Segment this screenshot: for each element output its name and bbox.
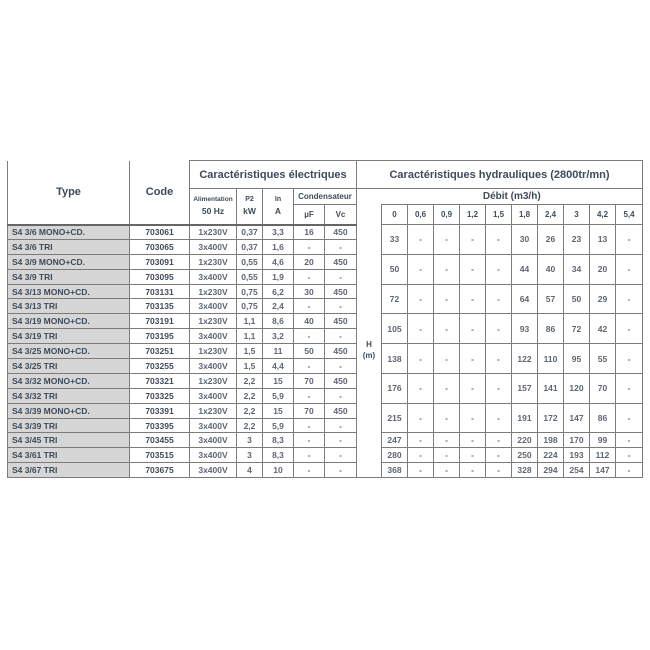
in-cell: 10 <box>263 463 294 478</box>
flow-cell: 30 <box>512 225 538 255</box>
in-cell: 4,4 <box>263 359 294 374</box>
table-row <box>8 373 643 388</box>
h-m-cell <box>357 225 382 478</box>
flow-cell: 26 <box>538 225 564 255</box>
flow-cell: 93 <box>512 314 538 344</box>
flow-cell: - <box>408 463 434 478</box>
vc-cell: - <box>325 269 357 284</box>
flow-cell: 86 <box>538 314 564 344</box>
type-cell: S4 3/19 MONO+CD. <box>8 314 130 329</box>
flow-cell: 368 <box>382 463 408 478</box>
type-cell: S4 3/6 TRI <box>8 239 130 254</box>
uf-cell: 70 <box>294 373 325 388</box>
in-cell: 5,9 <box>263 418 294 433</box>
flow-cell: - <box>486 344 512 374</box>
flow-cell: 99 <box>590 433 616 448</box>
vc-cell: - <box>325 239 357 254</box>
code-cell: 703061 <box>130 225 190 240</box>
p2-cell: 0,55 <box>237 254 263 269</box>
in-cell: 3,3 <box>263 225 294 240</box>
uf-cell: - <box>294 239 325 254</box>
code-cell: 703135 <box>130 299 190 314</box>
flow-cell: - <box>434 403 460 433</box>
alim-cell: 3x400V <box>190 299 237 314</box>
in-unit: A <box>274 206 282 217</box>
vc-cell: - <box>325 329 357 344</box>
flow-cell: - <box>616 314 643 344</box>
table-row <box>8 225 643 240</box>
p2-cell: 2,2 <box>237 403 263 418</box>
code-cell: 703395 <box>130 418 190 433</box>
flow-cell: - <box>408 254 434 284</box>
vc-cell: 450 <box>325 314 357 329</box>
header-row-1 <box>8 161 643 189</box>
p2-cell: 3 <box>237 448 263 463</box>
debit-header: Débit (m3/h) <box>382 189 643 205</box>
p2-cell: 0,37 <box>237 225 263 240</box>
flow-cell: 176 <box>382 373 408 403</box>
table-row <box>8 403 643 418</box>
h-column-spacer <box>357 189 382 225</box>
col-in-header <box>263 189 294 225</box>
flow-cell: - <box>408 225 434 255</box>
flow-cell: - <box>434 314 460 344</box>
p2-cell: 2,2 <box>237 388 263 403</box>
code-cell: 703675 <box>130 463 190 478</box>
flow-cell: 29 <box>590 284 616 314</box>
alim-cell: 1x230V <box>190 284 237 299</box>
type-cell: S4 3/9 MONO+CD. <box>8 254 130 269</box>
alim-cell: 3x400V <box>190 418 237 433</box>
p2-cell: 2,2 <box>237 418 263 433</box>
flow-cell: 64 <box>512 284 538 314</box>
uf-cell: - <box>294 329 325 344</box>
in-cell: 6,2 <box>263 284 294 299</box>
p2-unit: kW <box>243 206 256 217</box>
flow-tick: 0 <box>382 205 408 225</box>
flow-cell: - <box>408 373 434 403</box>
vc-cell: - <box>325 463 357 478</box>
type-cell: S4 3/45 TRI <box>8 433 130 448</box>
code-cell: 703455 <box>130 433 190 448</box>
code-cell: 703191 <box>130 314 190 329</box>
vc-cell: - <box>325 448 357 463</box>
type-cell: S4 3/25 MONO+CD. <box>8 344 130 359</box>
p2-cell: 1,1 <box>237 329 263 344</box>
code-cell: 703391 <box>130 403 190 418</box>
type-cell: S4 3/25 TRI <box>8 359 130 374</box>
alim-cell: 3x400V <box>190 463 237 478</box>
flow-cell: - <box>616 344 643 374</box>
uf-cell: - <box>294 433 325 448</box>
flow-cell: - <box>616 463 643 478</box>
table-row <box>8 448 643 463</box>
code-cell: 703321 <box>130 373 190 388</box>
vc-cell: - <box>325 388 357 403</box>
code-cell: 703515 <box>130 448 190 463</box>
flow-cell: 120 <box>564 373 590 403</box>
type-cell: S4 3/67 TRI <box>8 463 130 478</box>
in-cell: 2,4 <box>263 299 294 314</box>
p2-cell: 1,5 <box>237 344 263 359</box>
vc-cell: 450 <box>325 225 357 240</box>
uf-cell: - <box>294 269 325 284</box>
flow-cell: - <box>460 373 486 403</box>
flow-cell: - <box>486 463 512 478</box>
h-label: H <box>366 340 372 350</box>
flow-cell: 215 <box>382 403 408 433</box>
flow-cell: 147 <box>564 403 590 433</box>
alim-cell: 1x230V <box>190 314 237 329</box>
h-unit: (m) <box>362 350 376 360</box>
code-cell: 703131 <box>130 284 190 299</box>
flow-cell: 280 <box>382 448 408 463</box>
flow-cell: 172 <box>538 403 564 433</box>
flow-cell: 50 <box>382 254 408 284</box>
col-p2-header <box>237 189 263 225</box>
alim-cell: 3x400V <box>190 388 237 403</box>
flow-cell: 95 <box>564 344 590 374</box>
flow-cell: 44 <box>512 254 538 284</box>
type-cell: S4 3/9 TRI <box>8 269 130 284</box>
vc-cell: - <box>325 299 357 314</box>
flow-cell: - <box>460 254 486 284</box>
flow-cell: 112 <box>590 448 616 463</box>
alimentation-label: Alimentation <box>193 196 233 204</box>
type-cell: S4 3/13 MONO+CD. <box>8 284 130 299</box>
flow-tick: 4,2 <box>590 205 616 225</box>
flow-cell: 33 <box>382 225 408 255</box>
alim-cell: 3x400V <box>190 448 237 463</box>
table-row <box>8 463 643 478</box>
flow-cell: - <box>408 433 434 448</box>
flow-cell: 198 <box>538 433 564 448</box>
flow-cell: - <box>408 448 434 463</box>
uf-cell: - <box>294 388 325 403</box>
flow-tick: 1,2 <box>460 205 486 225</box>
flow-cell: - <box>616 254 643 284</box>
p2-label: P2 <box>245 196 254 204</box>
in-cell: 4,6 <box>263 254 294 269</box>
flow-cell: 20 <box>590 254 616 284</box>
alim-cell: 3x400V <box>190 239 237 254</box>
uf-header: µF <box>294 205 325 225</box>
col-alimentation-header <box>190 189 237 225</box>
flow-tick: 3 <box>564 205 590 225</box>
vc-cell: 450 <box>325 344 357 359</box>
alimentation-freq: 50 Hz <box>201 206 225 217</box>
flow-cell: 13 <box>590 225 616 255</box>
flow-tick: 1,8 <box>512 205 538 225</box>
uf-cell: 16 <box>294 225 325 240</box>
p2-cell: 0,37 <box>237 239 263 254</box>
p2-cell: 1,1 <box>237 314 263 329</box>
flow-cell: 250 <box>512 448 538 463</box>
type-cell: S4 3/61 TRI <box>8 448 130 463</box>
hydraulic-section-title: Caractéristiques hydrauliques (2800tr/mn) <box>357 161 643 189</box>
vc-cell: - <box>325 418 357 433</box>
in-cell: 8,3 <box>263 433 294 448</box>
flow-tick: 2,4 <box>538 205 564 225</box>
code-cell: 703255 <box>130 359 190 374</box>
table-row <box>8 314 643 329</box>
flow-cell: 191 <box>512 403 538 433</box>
alim-cell: 1x230V <box>190 225 237 240</box>
vc-cell: - <box>325 433 357 448</box>
flow-cell: 122 <box>512 344 538 374</box>
in-cell: 1,6 <box>263 239 294 254</box>
flow-cell: - <box>434 344 460 374</box>
flow-cell: - <box>408 314 434 344</box>
alim-cell: 3x400V <box>190 359 237 374</box>
flow-cell: - <box>434 433 460 448</box>
type-cell: S4 3/32 MONO+CD. <box>8 373 130 388</box>
flow-cell: - <box>486 254 512 284</box>
flow-cell: - <box>616 433 643 448</box>
flow-cell: 55 <box>590 344 616 374</box>
uf-cell: - <box>294 299 325 314</box>
p2-cell: 2,2 <box>237 373 263 388</box>
flow-cell: 220 <box>512 433 538 448</box>
pump-spec-table <box>7 160 643 478</box>
flow-cell: - <box>460 463 486 478</box>
flow-cell: - <box>486 403 512 433</box>
p2-cell: 0,75 <box>237 284 263 299</box>
alim-cell: 1x230V <box>190 373 237 388</box>
vc-header: Vc <box>325 205 357 225</box>
flow-tick: 5,4 <box>616 205 643 225</box>
flow-tick: 0,6 <box>408 205 434 225</box>
in-cell: 3,2 <box>263 329 294 344</box>
flow-cell: - <box>434 254 460 284</box>
uf-cell: - <box>294 448 325 463</box>
type-cell: S4 3/39 TRI <box>8 418 130 433</box>
flow-cell: 147 <box>590 463 616 478</box>
flow-cell: - <box>460 448 486 463</box>
flow-cell: 157 <box>512 373 538 403</box>
flow-cell: - <box>616 403 643 433</box>
type-cell: S4 3/19 TRI <box>8 329 130 344</box>
alim-cell: 3x400V <box>190 329 237 344</box>
col-code-header: Code <box>130 161 190 225</box>
flow-cell: 23 <box>564 225 590 255</box>
alim-cell: 1x230V <box>190 344 237 359</box>
type-cell: S4 3/39 MONO+CD. <box>8 403 130 418</box>
code-cell: 703251 <box>130 344 190 359</box>
flow-cell: 42 <box>590 314 616 344</box>
table-row <box>8 433 643 448</box>
flow-cell: - <box>434 284 460 314</box>
vc-cell: 450 <box>325 373 357 388</box>
vc-cell: 450 <box>325 403 357 418</box>
p2-cell: 4 <box>237 463 263 478</box>
type-cell: S4 3/13 TRI <box>8 299 130 314</box>
alim-cell: 3x400V <box>190 269 237 284</box>
in-cell: 11 <box>263 344 294 359</box>
in-cell: 15 <box>263 373 294 388</box>
flow-cell: - <box>486 314 512 344</box>
p2-cell: 0,55 <box>237 269 263 284</box>
flow-cell: 110 <box>538 344 564 374</box>
flow-cell: 193 <box>564 448 590 463</box>
flow-cell: - <box>486 284 512 314</box>
flow-cell: 40 <box>538 254 564 284</box>
col-type-header: Type <box>8 161 130 225</box>
flow-cell: - <box>408 403 434 433</box>
flow-cell: - <box>460 344 486 374</box>
alim-cell: 1x230V <box>190 403 237 418</box>
uf-cell: 30 <box>294 284 325 299</box>
flow-cell: - <box>460 284 486 314</box>
flow-cell: 86 <box>590 403 616 433</box>
flow-cell: - <box>486 225 512 255</box>
flow-tick: 1,5 <box>486 205 512 225</box>
alim-cell: 3x400V <box>190 433 237 448</box>
code-cell: 703095 <box>130 269 190 284</box>
flow-cell: - <box>460 225 486 255</box>
flow-cell: - <box>616 373 643 403</box>
flow-cell: - <box>434 225 460 255</box>
in-cell: 5,9 <box>263 388 294 403</box>
code-cell: 703325 <box>130 388 190 403</box>
flow-cell: - <box>486 433 512 448</box>
code-cell: 703195 <box>130 329 190 344</box>
flow-cell: - <box>434 448 460 463</box>
uf-cell: 20 <box>294 254 325 269</box>
in-cell: 8,3 <box>263 448 294 463</box>
flow-cell: - <box>434 373 460 403</box>
uf-cell: 40 <box>294 314 325 329</box>
alim-cell: 1x230V <box>190 254 237 269</box>
flow-cell: 50 <box>564 284 590 314</box>
in-label: In <box>274 196 282 204</box>
uf-cell: - <box>294 359 325 374</box>
table-row <box>8 344 643 359</box>
flow-cell: 328 <box>512 463 538 478</box>
type-cell: S4 3/6 MONO+CD. <box>8 225 130 240</box>
flow-cell: 57 <box>538 284 564 314</box>
uf-cell: 70 <box>294 403 325 418</box>
flow-cell: - <box>486 373 512 403</box>
code-cell: 703065 <box>130 239 190 254</box>
condensateur-header: Condensateur <box>294 189 357 205</box>
electrical-section-title: Caractéristiques électriques <box>190 161 357 189</box>
vc-cell: 450 <box>325 284 357 299</box>
flow-cell: 254 <box>564 463 590 478</box>
in-cell: 8,6 <box>263 314 294 329</box>
flow-cell: 141 <box>538 373 564 403</box>
uf-cell: 50 <box>294 344 325 359</box>
flow-cell: 247 <box>382 433 408 448</box>
in-cell: 15 <box>263 403 294 418</box>
p2-cell: 0,75 <box>237 299 263 314</box>
flow-cell: - <box>460 403 486 433</box>
flow-cell: - <box>408 344 434 374</box>
table-row <box>8 284 643 299</box>
flow-cell: 34 <box>564 254 590 284</box>
flow-cell: 170 <box>564 433 590 448</box>
flow-cell: 72 <box>382 284 408 314</box>
flow-cell: - <box>616 225 643 255</box>
type-cell: S4 3/32 TRI <box>8 388 130 403</box>
flow-tick: 0,9 <box>434 205 460 225</box>
flow-cell: 294 <box>538 463 564 478</box>
flow-cell: 105 <box>382 314 408 344</box>
p2-cell: 1,5 <box>237 359 263 374</box>
flow-cell: - <box>460 433 486 448</box>
flow-cell: - <box>486 448 512 463</box>
flow-cell: - <box>460 314 486 344</box>
vc-cell: - <box>325 359 357 374</box>
flow-cell: - <box>434 463 460 478</box>
flow-cell: - <box>616 448 643 463</box>
flow-cell: - <box>616 284 643 314</box>
in-cell: 1,9 <box>263 269 294 284</box>
table-row <box>8 254 643 269</box>
code-cell: 703091 <box>130 254 190 269</box>
flow-cell: 224 <box>538 448 564 463</box>
flow-cell: - <box>408 284 434 314</box>
flow-cell: 70 <box>590 373 616 403</box>
uf-cell: - <box>294 418 325 433</box>
flow-cell: 72 <box>564 314 590 344</box>
flow-cell: 138 <box>382 344 408 374</box>
vc-cell: 450 <box>325 254 357 269</box>
p2-cell: 3 <box>237 433 263 448</box>
uf-cell: - <box>294 463 325 478</box>
